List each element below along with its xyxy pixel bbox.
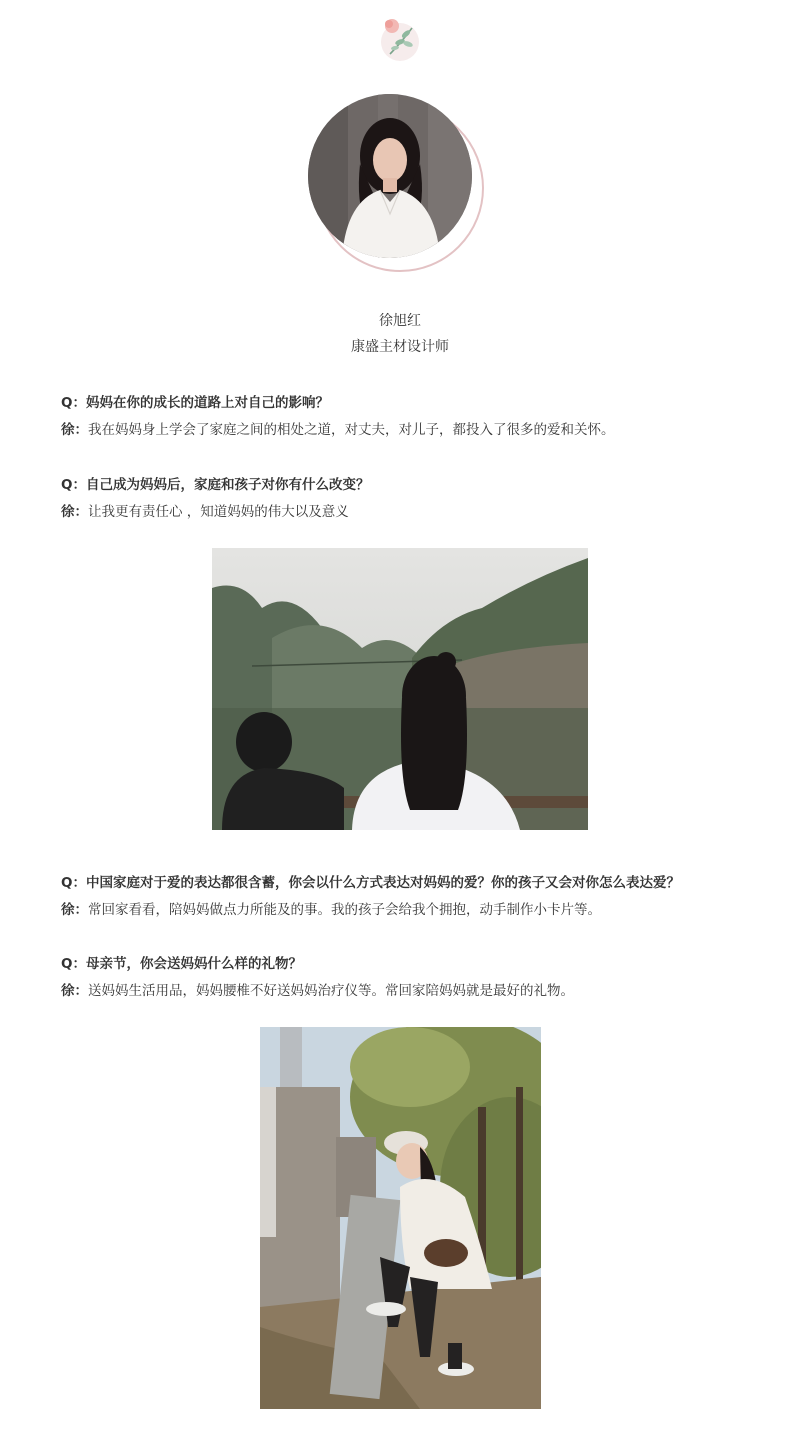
answer-2: 徐：让我更有责任心 ，知道妈妈的伟大以及意义: [61, 504, 349, 520]
question-4: Q：母亲节，你会送妈妈什么样的礼物？: [61, 956, 302, 972]
question-3: Q：中国家庭对于爱的表达都很含蓄，你会以什么方式表达对妈妈的爱？你的孩子又会对你怎么表达爱？: [61, 875, 680, 891]
mountain-view-photo: [212, 548, 588, 830]
answer-1: 徐：我在妈妈身上学会了家庭之间的相处之道，对丈夫，对儿子，都投入了很多的爱和关怀。: [61, 422, 615, 438]
profile-portrait: [308, 94, 472, 258]
answer-4: 徐：送妈妈生活用品，妈妈腰椎不好送妈妈治疗仪等。常回家陪妈妈就是最好的礼物。: [61, 983, 574, 999]
answer-3: 徐：常回家看看，陪妈妈做点力所能及的事。我的孩子会给我个拥抱，动手制作小卡片等。: [61, 902, 601, 918]
question-1: Q：妈妈在你的成长的道路上对自己的影响？: [61, 395, 329, 411]
profile-name: 徐旭红: [379, 313, 421, 329]
question-2: Q：自己成为妈妈后，家庭和孩子对你有什么改变？: [61, 477, 370, 493]
outdoor-portrait-photo: [260, 1027, 541, 1409]
flower-badge-icon: [378, 14, 422, 62]
profile-title: 康盛主材设计师: [351, 339, 449, 355]
